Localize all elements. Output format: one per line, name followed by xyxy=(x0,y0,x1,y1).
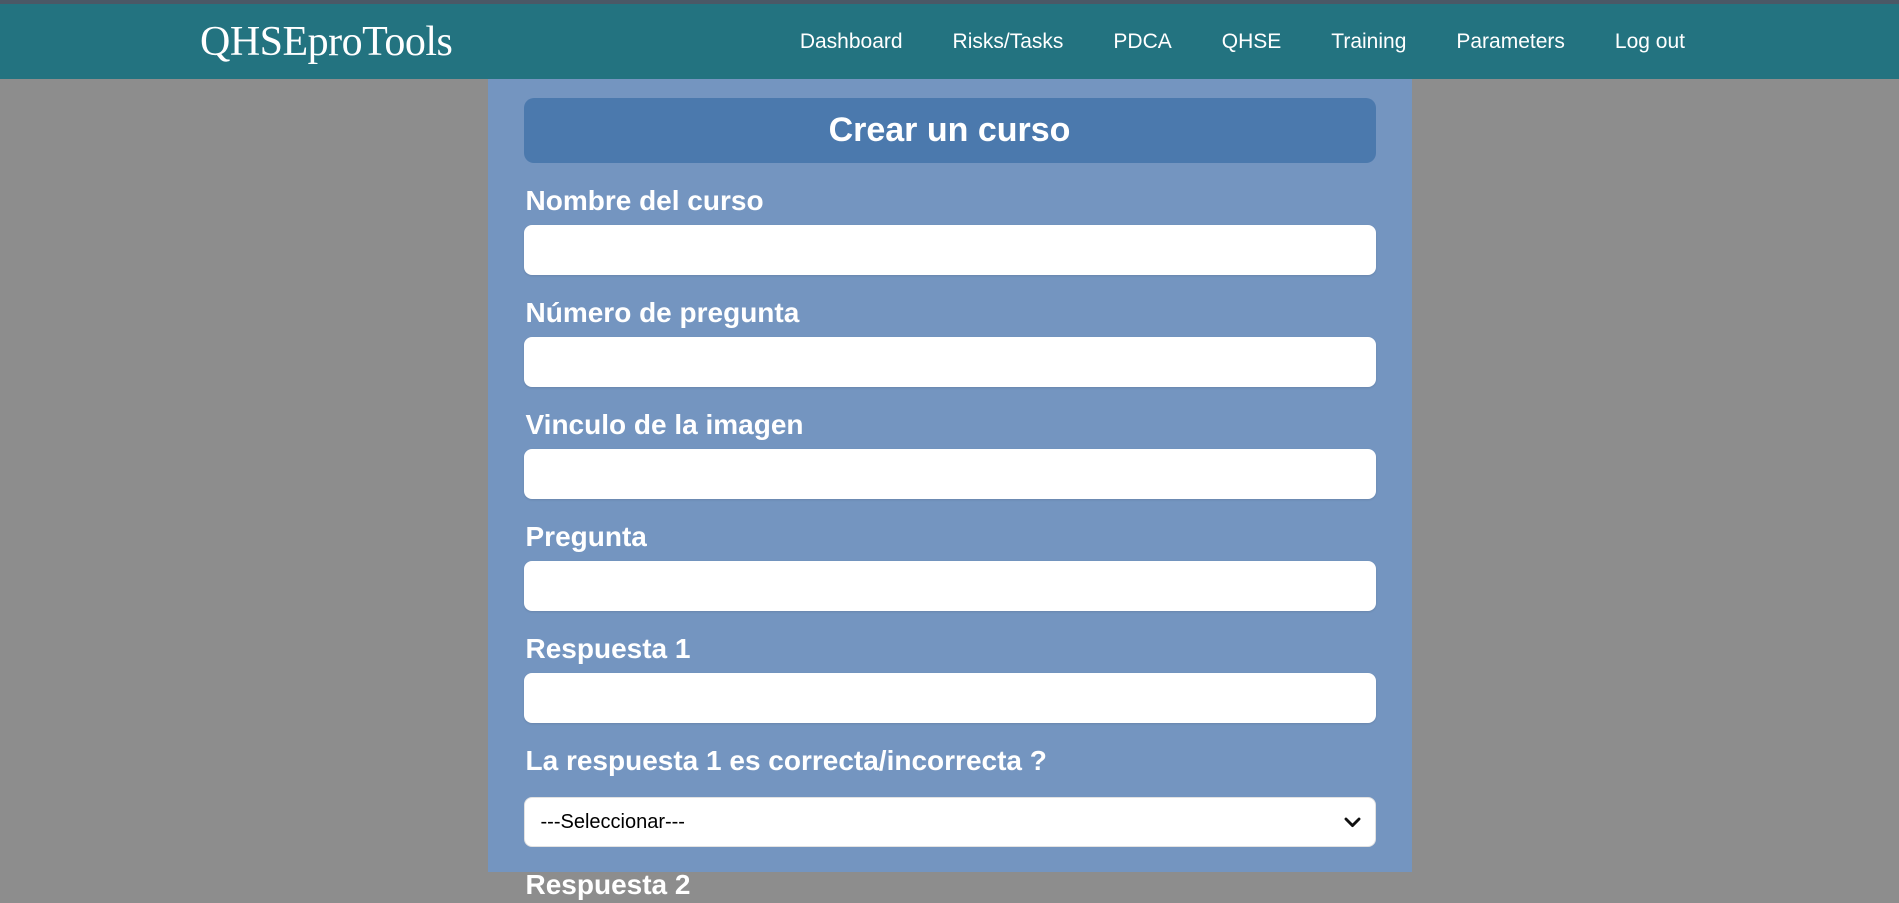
main-content xyxy=(0,79,1899,900)
answer-1-input[interactable] xyxy=(524,673,1376,723)
image-link-label: Vinculo de la imagen xyxy=(525,409,804,440)
course-name-label: Nombre del curso xyxy=(525,185,764,216)
nav-item-logout[interactable]: Log out xyxy=(1614,29,1685,53)
question-number-label: Número de pregunta xyxy=(525,297,800,328)
answer-1-correct-select-wrap xyxy=(524,797,1376,847)
nav-item-dashboard[interactable]: Dashboard xyxy=(799,29,903,53)
answer-1-correct-select[interactable] xyxy=(524,797,1376,847)
nav-item-qhse[interactable]: QHSE xyxy=(1221,29,1282,53)
answer-1-correct-label: La respuesta 1 es correcta/incorrecta ? xyxy=(525,745,1047,776)
create-course-form-panel xyxy=(488,79,1412,900)
nav-item-parameters[interactable]: Parameters xyxy=(1456,29,1565,53)
question-input[interactable] xyxy=(524,561,1376,611)
question-label: Pregunta xyxy=(525,521,647,552)
course-name-input[interactable] xyxy=(524,225,1376,275)
form-title xyxy=(524,98,1376,163)
navbar xyxy=(0,4,1899,79)
form-title-text: Crear un curso xyxy=(828,111,1071,149)
image-link-input[interactable] xyxy=(524,449,1376,499)
nav-item-risks-tasks[interactable]: Risks/Tasks xyxy=(952,29,1064,53)
answer-1-label: Respuesta 1 xyxy=(525,633,691,664)
answer-2-label: Respuesta 2 xyxy=(525,869,691,900)
question-number-input[interactable] xyxy=(524,337,1376,387)
nav-item-training[interactable]: Training xyxy=(1331,29,1407,53)
brand-logo[interactable]: QHSEproTools xyxy=(200,18,453,65)
nav-links xyxy=(800,30,1685,54)
nav-item-pdca[interactable]: PDCA xyxy=(1113,29,1172,53)
